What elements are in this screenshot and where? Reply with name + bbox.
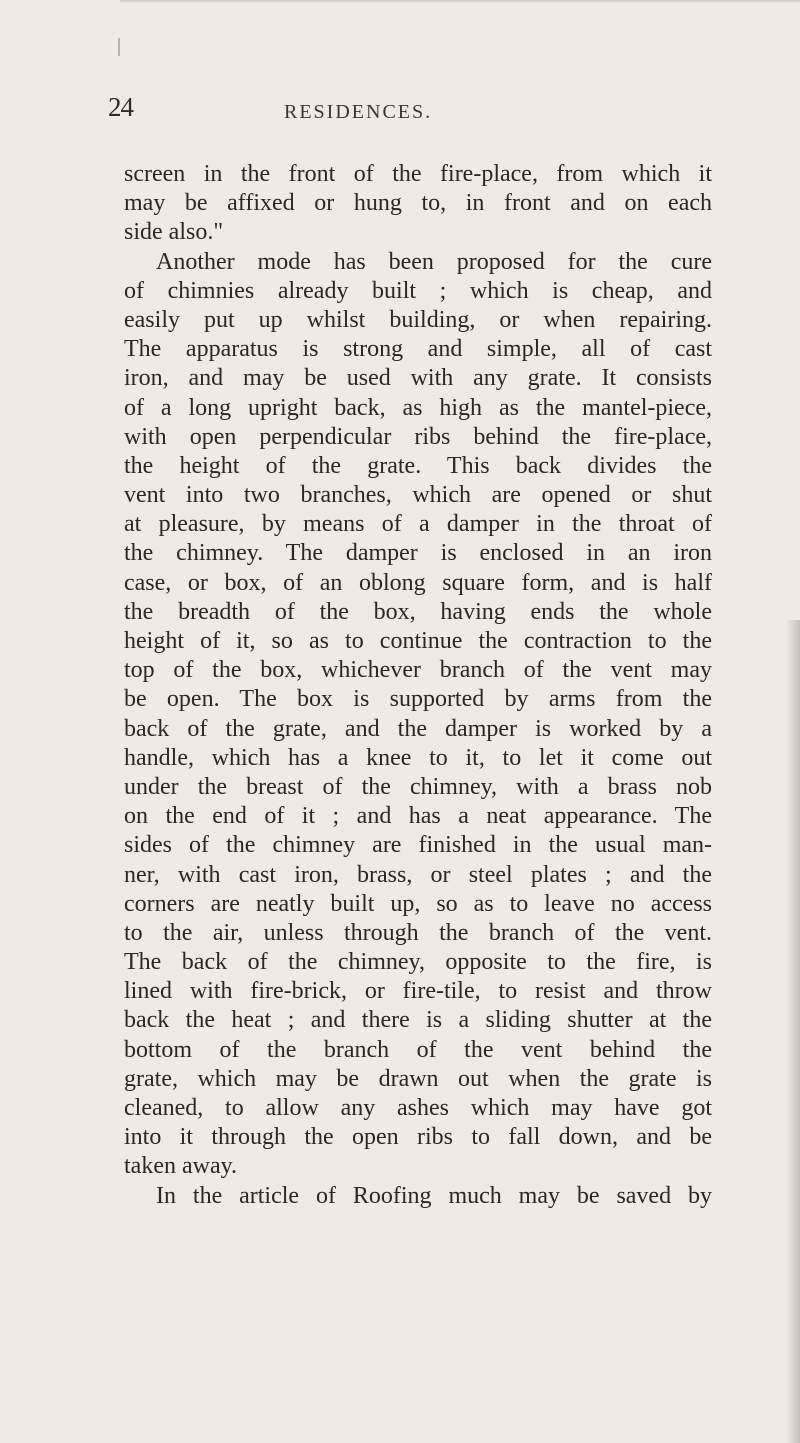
page-number: 24 <box>108 92 133 122</box>
text-line: The back of the chimney, opposite to the fire, is <box>124 949 712 976</box>
text-line: lined with fire-brick, or fire-tile, to resist and throw <box>124 978 712 1005</box>
text-line: taken away. <box>124 1153 238 1180</box>
text-line: back of the grate, and the damper is worked by a <box>124 715 712 742</box>
text-line: In the article of Roofing much may be saved by <box>156 1182 712 1209</box>
page-binding-shadow <box>786 620 800 1443</box>
text-line: the height of the grate. This back divides the <box>124 452 712 479</box>
text-line: handle, which has a knee to it, to let it come out <box>124 744 712 771</box>
text-line: vent into two branches, which are opened or shut <box>124 482 712 509</box>
text-line: height of it, so as to continue the contraction to the <box>124 628 712 654</box>
text-line: to the air, unless through the branch of the vent. <box>124 919 712 946</box>
page-top-edge <box>120 0 800 3</box>
text-line: Another mode has been proposed for the cure <box>156 248 712 275</box>
text-line: sides of the chimney are finished in the usual man- <box>124 832 712 859</box>
text-line: screen in the front of the fire-place, from which it <box>124 161 712 187</box>
text-line: cleaned, to allow any ashes which may have got <box>124 1095 712 1121</box>
text-line: may be affixed or hung to, in front and on each <box>124 190 712 217</box>
text-line: with open perpendicular ribs behind the fire-place, <box>124 423 712 450</box>
text-line: on the end of it ; and has a neat appearance. The <box>124 803 712 830</box>
text-line: the breadth of the box, having ends the whole <box>124 598 712 625</box>
running-head: RESIDENCES. <box>284 101 433 123</box>
text-line: The apparatus is strong and simple, all of cast <box>124 336 712 363</box>
text-line: top of the box, whichever branch of the vent may <box>124 657 712 684</box>
margin-tick-mark <box>118 38 120 56</box>
text-line: case, or box, of an oblong square form, and is half <box>124 569 712 596</box>
text-line: under the breast of the chimney, with a brass nob <box>124 773 712 800</box>
text-line: the chimney. The damper is enclosed in an iron <box>124 540 712 567</box>
text-line: easily put up whilst building, or when repairing. <box>124 306 712 333</box>
text-line: grate, which may be drawn out when the grate is <box>124 1065 712 1092</box>
body-text <box>124 160 712 1211</box>
text-line: of chimnies already built ; which is cheap, and <box>124 277 712 304</box>
text-line: be open. The box is supported by arms from the <box>124 686 712 713</box>
text-line: side also." <box>124 219 224 246</box>
text-line: into it through the open ribs to fall down, and be <box>124 1124 712 1151</box>
text-line: iron, and may be used with any grate. It consists <box>124 365 712 392</box>
text-line: ner, with cast iron, brass, or steel plates ; and the <box>124 861 712 888</box>
text-line: bottom of the branch of the vent behind the <box>124 1036 712 1063</box>
text-line: at pleasure, by means of a damper in the throat of <box>124 511 712 538</box>
text-line: of a long upright back, as high as the mantel-piece, <box>124 394 712 421</box>
text-line: back the heat ; and there is a sliding shutter at the <box>124 1007 712 1034</box>
text-line: corners are neatly built up, so as to leave no access <box>124 890 712 917</box>
